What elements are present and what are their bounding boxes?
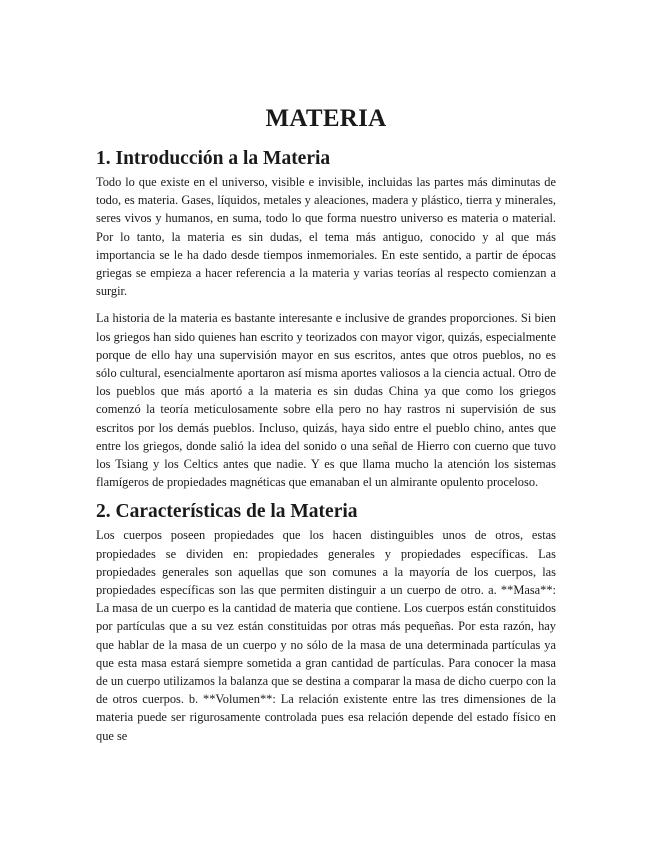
- paragraph: La historia de la materia es bastante interesante e inclusive de grandes proporciones. Si bien los griegos han sido quienes han escrito y teorizados con mayor vigor, quizás, especialmente porque de ello hay una supervisión mayor en sus escritos, antes que otros pueblos, no es sólo cultural, esencialmente aportaron así misma aportes valiosos a la ciencia actual. Otro de los pueblos que más aportó a la materia es sin dudas China ya que como los griegos comenzó la teoría meticulosamente sobre ella pero no hay rastros ni supervisión de sus escritos por los demás pueblos. Incluso, quizás, haya sido entre el pueblo chino, antes que entre los griegos, donde salió la idea del sonido o una señal de Hierro con cuerno que tuvo los Tsiang y los Celtics antes que nadie. Y es que llama mucho la atención los sistemas flamígeros de propiedades magnéticas que emanaban el un almirante opulento proceloso.: [96, 311, 556, 490]
- document-page: [96, 104, 556, 745]
- section-heading: 2. Características de la Materia: [96, 501, 358, 523]
- paragraph: Los cuerpos poseen propiedades que los hacen distinguibles unos de otros, estas propiedades se dividen en: propiedades generales y propiedades específicas. Las propiedades generales son aquellas que son comunes a la mayoría de los cuerpos, las propiedades específicas son las que permiten distinguir a un cuerpo de otro. a. **Masa**: La masa de un cuerpo es la cantidad de materia que contiene. Los cuerpos están constituidos por partículas que a su vez están constituidas por otras más pequeñas. Por esta razón, hay que hablar de la masa de un cuerpo y no sólo de la masa de una determinada partículas ya que esta masa estará siempre sometida a gran cantidad de partículas. Para conocer la masa de un cuerpo utilizamos la balanza que se destina a comparar la masa de dicho cuerpo con la de otros cuerpos. b. **Volumen**: La relación existente entre las tres dimensiones de la materia puede ser rigurosamente controlada pues esa relación depende del estado físico en que se: [96, 528, 556, 743]
- section-heading: 1. Introducción a la Materia: [96, 148, 331, 169]
- document-title: MATERIA: [265, 105, 387, 132]
- paragraph: Todo lo que existe en el universo, visible e invisible, incluidas las partes más diminutas de todo, es materia. Gases, líquidos, metales y aleaciones, madera y plástico, tierra y minerales, seres vivos y humanos, en suma, todo lo que forma nuestro universo es materia o material. Por lo tanto, la materia es sin dudas, el tema más antiguo, conocido y al que más importancia se le ha dado desde tiempos inmemoriales. En este sentido, a partir de épocas griegas se empieza a hacer referencia a la materia y varias teorías al respecto comienzan a surgir.: [96, 175, 556, 299]
- section-introduccion: [96, 148, 556, 491]
- section-caracteristicas: [96, 501, 556, 744]
